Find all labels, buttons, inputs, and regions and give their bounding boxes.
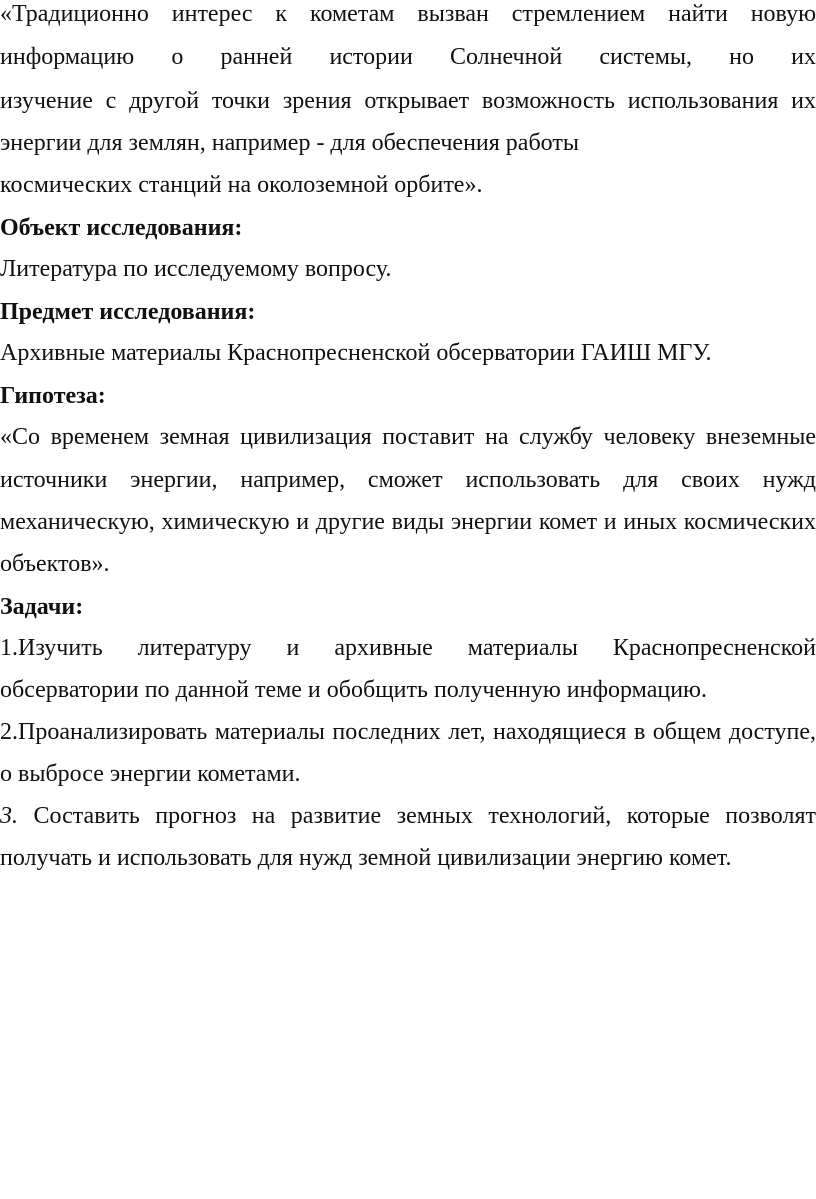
tasks-heading: Задачи: bbox=[0, 594, 84, 620]
intro-line-3: изучение с другой точки зрения открывает возможность использования их bbox=[0, 88, 816, 114]
hypothesis-heading: Гипотеза: bbox=[0, 383, 106, 409]
task-3-line-1 bbox=[0, 801, 816, 831]
hypothesis-line-4: объектов». bbox=[0, 551, 110, 577]
task-2-line-1: 2.Проанализировать материалы последних лет, находящиеся в общем доступе, bbox=[0, 719, 816, 745]
hypothesis-line-1: «Со временем земная цивилизация поставит на службу человеку внеземные bbox=[0, 424, 816, 450]
task-1-line-2: обсерватории по данной теме и обобщить полученную информацию. bbox=[0, 677, 707, 703]
task-3-line-2: получать и использовать для нужд земной цивилизации энергию комет. bbox=[0, 845, 732, 871]
subject-text: Архивные материалы Краснопресненской обсерватории ГАИШ МГУ. bbox=[0, 340, 712, 366]
task-2-line-2: о выбросе энергии кометами. bbox=[0, 761, 301, 787]
task-3-number: 3. bbox=[0, 803, 18, 829]
object-text: Литература по исследуемому вопросу. bbox=[0, 256, 392, 282]
task-3-text: Составить прогноз на развитие земных технологий, которые позволят bbox=[18, 803, 816, 829]
subject-heading: Предмет исследования: bbox=[0, 299, 256, 325]
intro-line-4: энергии для землян, например - для обеспечения работы bbox=[0, 130, 579, 156]
hypothesis-line-2: источники энергии, например, сможет использовать для своих нужд bbox=[0, 467, 816, 493]
intro-line-2: информацию о ранней истории Солнечной системы, но их bbox=[0, 44, 816, 70]
intro-line-5: космических станций на околоземной орбите». bbox=[0, 172, 483, 198]
task-1-line-1: 1.Изучить литературу и архивные материалы Краснопресненской bbox=[0, 635, 816, 661]
intro-line-1: «Традиционно интерес к кометам вызван стремлением найти новую bbox=[0, 1, 816, 27]
object-heading: Объект исследования: bbox=[0, 215, 243, 241]
hypothesis-line-3: механическую, химическую и другие виды энергии комет и иных космических bbox=[0, 509, 816, 535]
